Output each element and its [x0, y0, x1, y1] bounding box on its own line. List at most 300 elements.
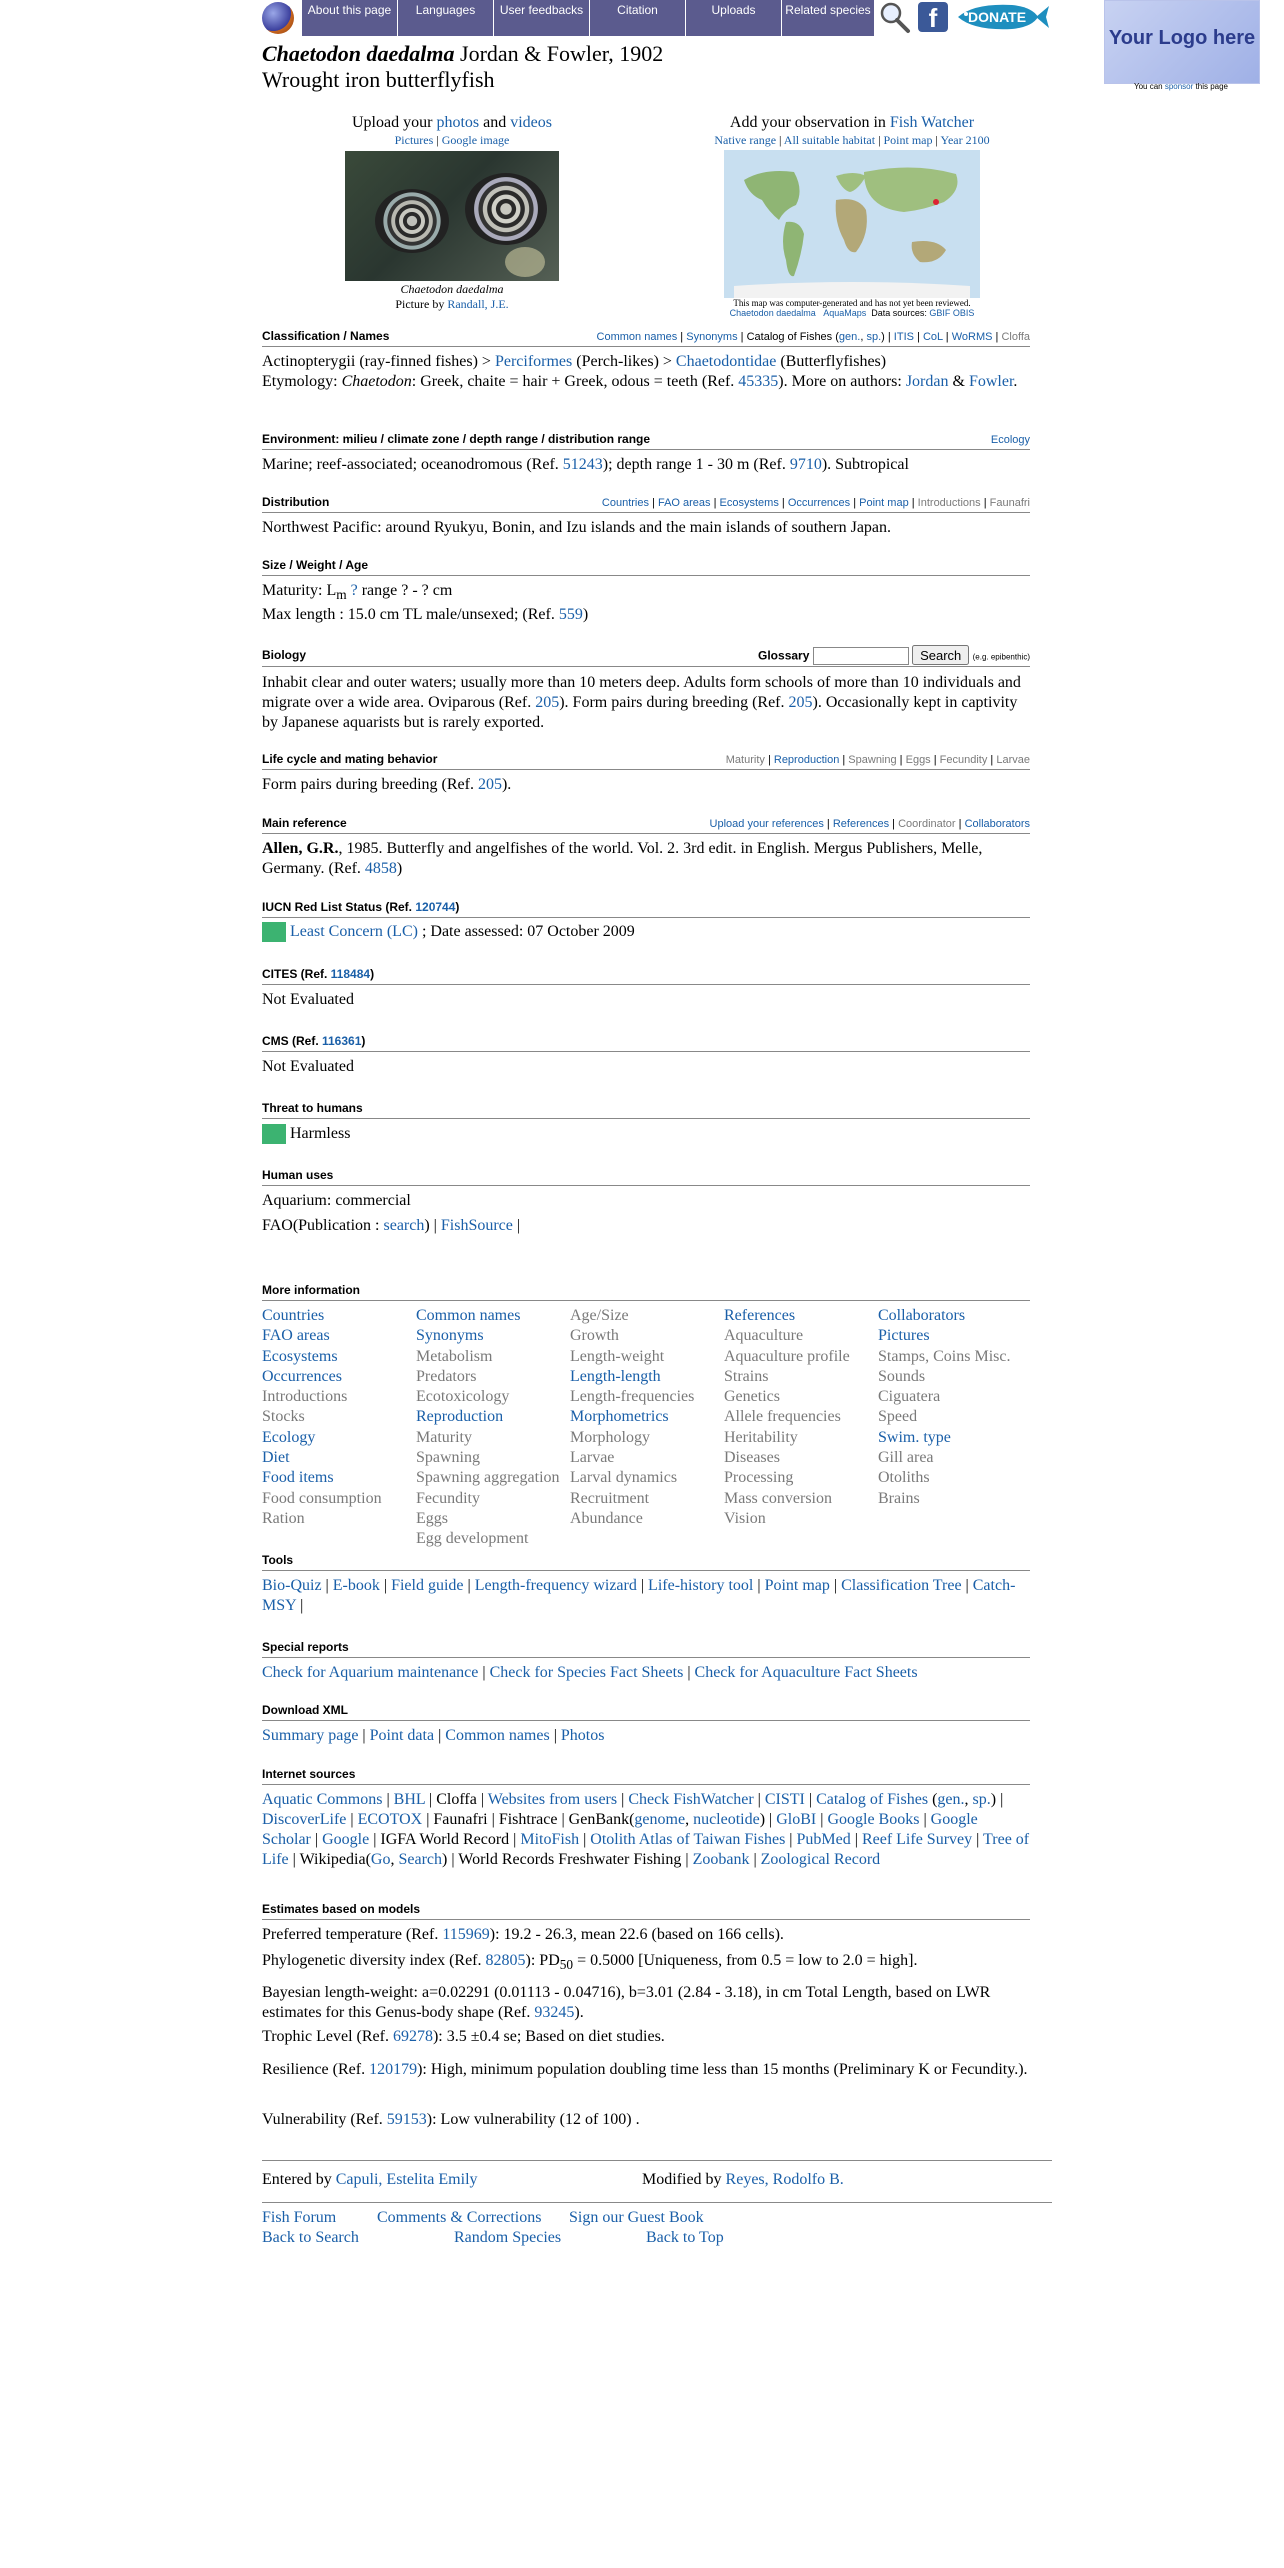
nav-languages[interactable]: Languages: [398, 0, 494, 36]
fish-shape-1: [375, 189, 449, 253]
catalog-sp-link[interactable]: sp.: [866, 331, 882, 343]
upload-photos-link[interactable]: photos: [436, 114, 480, 131]
more-info-otoliths[interactable]: Otoliths: [878, 1469, 930, 1487]
mainref-title: Main reference: [262, 816, 347, 830]
more-info-references[interactable]: References: [724, 1307, 796, 1324]
internet-sp-link[interactable]: sp.: [972, 1791, 991, 1808]
pd-ref-link[interactable]: 82805: [485, 1952, 526, 1969]
modified-by: [642, 2170, 1042, 2190]
fishsource-link[interactable]: FishSource: [440, 1217, 513, 1234]
more-info-vision[interactable]: Vision: [724, 1509, 766, 1527]
mainref-a: , 1985. Butterfly and angelfishes of the world. Vol. 2. 3rd edit. in English. Mergus Publishers, Melle, Germany. (Ref.: [262, 840, 983, 877]
nav-related-species[interactable]: Related species: [782, 0, 875, 36]
sep: |: [433, 133, 442, 147]
cites-text: Not Evaluated: [262, 991, 354, 1008]
more-info-eggs[interactable]: Eggs: [416, 1509, 448, 1527]
more-info-processing[interactable]: Processing: [724, 1469, 794, 1487]
env-c: ). Subtropical: [821, 456, 909, 473]
more-info-length-frequencies[interactable]: Length-frequencies: [570, 1388, 695, 1406]
internet-text: |: [617, 1791, 629, 1808]
res-b: ): High, minimum population doubling time less than 15 months (Preliminary K or Fecundity.).: [417, 2061, 1028, 2078]
more-info-speed[interactable]: Speed: [878, 1408, 918, 1426]
modified-by-link[interactable]: Reyes, Rodolfo B.: [725, 2171, 844, 2188]
distribution-text: Northwest Pacific: around Ryukyu, Bonin, and Izu islands and the main islands of southern Japan.: [262, 519, 892, 536]
lifecycle-ref-link[interactable]: 205: [477, 776, 502, 793]
point-map-link[interactable]: Point map: [883, 133, 933, 147]
res-ref-link[interactable]: 120179: [369, 2061, 418, 2078]
lc-b: ).: [501, 776, 512, 793]
more-info-morphology[interactable]: Morphology: [570, 1428, 650, 1446]
more-info-aquaculture-profile[interactable]: Aquaculture profile: [724, 1347, 850, 1365]
max-length-text: [262, 605, 1030, 625]
more-info-spawning-aggregation[interactable]: Spawning aggregation: [416, 1469, 560, 1487]
more-info-age-size[interactable]: Age/Size: [570, 1307, 629, 1324]
suitable-habitat-link[interactable]: All suitable habitat: [783, 133, 876, 147]
entered-pre: Entered by: [262, 2171, 336, 2188]
length-frequency-wizard-link[interactable]: Length-frequency wizard: [474, 1577, 637, 1594]
etymology-label: Etymology:: [262, 373, 342, 390]
distribution-title: Distribution: [262, 495, 330, 509]
lc-eggs-link[interactable]: Eggs: [905, 754, 931, 766]
nav-citation[interactable]: Citation: [590, 0, 686, 36]
internet-text: | Wikipedia(: [288, 1851, 371, 1868]
bio-quiz-link[interactable]: Bio-Quiz: [262, 1577, 322, 1594]
more-info-genetics[interactable]: Genetics: [724, 1388, 780, 1406]
internet-nucleotide-link[interactable]: nucleotide: [693, 1811, 760, 1828]
globe-logo-icon[interactable]: [262, 2, 294, 34]
more-info-ecology[interactable]: Ecology: [262, 1428, 316, 1446]
fish-photo[interactable]: [345, 151, 559, 281]
fish-shape-3: [505, 247, 545, 277]
nav-uploads[interactable]: Uploads: [686, 0, 782, 36]
more-info-heading: [262, 1283, 1030, 1301]
back-to-search-link[interactable]: Back to Search: [262, 2229, 359, 2246]
threat-text: [262, 1124, 1030, 1144]
field-guide-link[interactable]: Field guide: [391, 1577, 464, 1594]
cites-close: ): [370, 967, 375, 981]
upload-and: and: [479, 114, 511, 131]
internet-reef-life-survey-link[interactable]: Reef Life Survey: [861, 1831, 973, 1848]
maturity-link[interactable]: ?: [346, 582, 358, 599]
human-uses-heading: [262, 1168, 1030, 1186]
more-info-stocks[interactable]: Stocks: [262, 1408, 305, 1426]
references-link[interactable]: References: [832, 818, 890, 830]
etymology-genus: Chaetodon: [341, 373, 412, 390]
mainref-text: [262, 839, 1030, 879]
nav-user-feedbacks[interactable]: User feedbacks: [494, 0, 590, 36]
more-info-swim-type[interactable]: Swim. type: [878, 1428, 951, 1446]
fao-text: [262, 1216, 1030, 1236]
more-info-col-4: [724, 1306, 879, 1529]
internet-google-link[interactable]: Google: [322, 1831, 370, 1848]
special-reports-heading: [262, 1640, 1030, 1658]
temp-ref-link[interactable]: 115969: [442, 1926, 490, 1943]
internet-sources-heading: [262, 1767, 1030, 1785]
more-info-length-length[interactable]: Length-length: [570, 1367, 661, 1385]
sponsor-post: this page: [1193, 82, 1228, 91]
col-link[interactable]: CoL: [922, 331, 943, 343]
threat-title: Threat to humans: [262, 1101, 363, 1115]
internet-text: ) |: [990, 1791, 1004, 1808]
classification-title: Classification / Names: [262, 329, 390, 343]
etymology-text: : Greek, chaite = hair + Greek, odous = teeth (Ref.: [411, 373, 739, 390]
dist-point-map-link[interactable]: Point map: [859, 497, 909, 509]
itis-link[interactable]: ITIS: [893, 331, 914, 343]
download-xml-heading: [262, 1703, 1030, 1721]
back-to-top-link[interactable]: Back to Top: [646, 2229, 724, 2246]
more-info-fecundity[interactable]: Fecundity: [416, 1489, 480, 1507]
perciformes-link[interactable]: Perciformes: [494, 353, 573, 370]
more-info-col-2: [416, 1306, 571, 1550]
mat-b: range ? - ? cm: [357, 582, 453, 599]
max-length-ref-link[interactable]: 559: [558, 606, 583, 623]
bayesian-length-weight: [262, 1983, 1030, 2023]
collaborators-link[interactable]: Collaborators: [964, 818, 1030, 830]
footer-divider-1: [262, 2160, 1052, 2161]
more-info-stamps-coins-misc[interactable]: Stamps, Coins Misc.: [878, 1347, 1011, 1365]
classification-tree-link[interactable]: Classification Tree: [841, 1577, 962, 1594]
mat-a: Maturity: L: [262, 582, 337, 599]
catalog-gen-link[interactable]: gen.: [838, 331, 861, 343]
more-info-egg-development[interactable]: Egg development: [416, 1530, 529, 1548]
donate-label[interactable]: DONATE: [968, 9, 1027, 25]
internet-text: (: [928, 1791, 938, 1808]
cms-heading: [262, 1034, 1030, 1052]
internet-websites-from-users-link[interactable]: Websites from users: [487, 1791, 618, 1808]
lc-fecundity-link[interactable]: Fecundity: [939, 754, 988, 766]
more-info-mass-conversion[interactable]: Mass conversion: [724, 1489, 832, 1507]
more-info-occurrences[interactable]: Occurrences: [262, 1367, 342, 1385]
fao-areas-link[interactable]: FAO areas: [657, 497, 711, 509]
footer-links-row-2: [262, 2228, 1052, 2248]
introductions-link[interactable]: Introductions: [917, 497, 981, 509]
point-data-link[interactable]: Point data: [369, 1727, 435, 1744]
estimates-heading: [262, 1902, 1030, 1920]
internet-tree-of-life-link[interactable]: Tree of Life: [262, 1831, 1030, 1868]
lc-larvae-link[interactable]: Larvae: [996, 754, 1030, 766]
author-and: &: [948, 373, 969, 390]
ecosystems-link[interactable]: Ecosystems: [719, 497, 779, 509]
glossary-input[interactable]: [813, 647, 909, 665]
biology-ref1-link[interactable]: 205: [535, 694, 560, 711]
more-info-col-3: [570, 1306, 725, 1529]
comments-corrections-link[interactable]: Comments & Corrections: [377, 2209, 542, 2226]
internet-text: |: [753, 1791, 765, 1808]
more-info-collaborators[interactable]: Collaborators: [878, 1307, 966, 1324]
fao-a: FAO(Publication :: [262, 1217, 384, 1234]
internet-text: |: [785, 1831, 797, 1848]
internet-catalog-of-fishes-link[interactable]: Catalog of Fishes: [816, 1791, 929, 1808]
tools-title: Tools: [262, 1553, 294, 1567]
native-range-link[interactable]: Native range: [714, 133, 777, 147]
upload-videos-link[interactable]: videos: [510, 114, 552, 131]
tools-point-map-link[interactable]: Point map: [764, 1577, 830, 1594]
authors-label: ). More on authors:: [778, 373, 906, 390]
more-info-introductions[interactable]: Introductions: [262, 1388, 348, 1406]
catch-msy-link[interactable]: Catch-MSY: [262, 1577, 1016, 1614]
more-info-recruitment[interactable]: Recruitment: [570, 1489, 650, 1507]
tools-links: Bio-Quiz | E-book | Field guide | Length-frequency wizard | Life-history tool | Point map | Classification Tree | Catch-MSY |: [262, 1577, 1016, 1614]
etymology-ref-link[interactable]: 45335: [738, 373, 779, 390]
cloffa-link[interactable]: Cloffa: [1001, 331, 1030, 343]
trophic-level: [262, 2027, 1030, 2047]
internet-text: |: [346, 1811, 358, 1828]
more-info-morphometrics[interactable]: Morphometrics: [570, 1408, 669, 1426]
more-info-ration[interactable]: Ration: [262, 1509, 305, 1527]
more-info-aquaculture[interactable]: Aquaculture: [724, 1327, 804, 1345]
catalog-close: ): [881, 331, 885, 343]
env-ref1-link[interactable]: 51243: [562, 456, 603, 473]
more-info-allele-frequencies[interactable]: Allele frequencies: [724, 1408, 841, 1426]
iucn-date: ; Date assessed: 07 October 2009: [417, 923, 635, 940]
more-info-reproduction[interactable]: Reproduction: [416, 1408, 504, 1426]
ecology-link[interactable]: Ecology: [990, 434, 1030, 446]
glossary-search-button[interactable]: Search: [912, 645, 969, 665]
more-info-ecosystems[interactable]: Ecosystems: [262, 1347, 338, 1365]
internet-mitofish-link[interactable]: MitoFish: [520, 1831, 580, 1848]
mainref-b: ): [396, 860, 403, 877]
occurrences-link[interactable]: Occurrences: [787, 497, 851, 509]
common-names-link[interactable]: Common names: [596, 331, 678, 343]
internet-text: |: [972, 1831, 984, 1848]
vul-ref-link[interactable]: 59153: [386, 2111, 427, 2128]
mainref-author: Allen, G.R.: [262, 840, 339, 857]
photos-link[interactable]: Photos: [560, 1727, 605, 1744]
internet-sources-title: Internet sources: [262, 1767, 356, 1781]
more-info-sounds[interactable]: Sounds: [878, 1367, 926, 1385]
internet-go-link[interactable]: Go: [370, 1851, 391, 1868]
internet-aquatic-commons-link[interactable]: Aquatic Commons: [262, 1791, 383, 1808]
more-info-title: More information: [262, 1283, 360, 1297]
bio-b: ). Form pairs during breeding (Ref.: [559, 694, 789, 711]
internet-text: |: [816, 1811, 828, 1828]
cms-ref-link[interactable]: 116361: [322, 1034, 362, 1048]
guest-book-link[interactable]: Sign our Guest Book: [569, 2209, 704, 2226]
random-species-link[interactable]: Random Species: [454, 2229, 562, 2246]
internet-bhl-link[interactable]: BHL: [393, 1791, 426, 1808]
internet-gen-link[interactable]: gen.: [937, 1791, 965, 1808]
donate-fish-button[interactable]: [954, 2, 1050, 32]
internet-text: | Faunafri | Fishtrace | GenBank(: [422, 1811, 635, 1828]
species-fact-sheets-link[interactable]: Check for Species Fact Sheets: [489, 1664, 684, 1681]
internet-text: ) | World Records Freshwater Fishing |: [442, 1851, 693, 1868]
more-info-predators[interactable]: Predators: [416, 1367, 477, 1385]
more-info-brains[interactable]: Brains: [878, 1489, 920, 1507]
internet-text: | IGFA World Record |: [369, 1831, 521, 1848]
more-info-synonyms[interactable]: Synonyms: [416, 1327, 484, 1345]
threat-value: Harmless: [290, 1125, 351, 1142]
internet-text: |: [579, 1831, 591, 1848]
distribution-heading: Distribution Countries | FAO areas | Ecosystems | Occurrences | Point map | Introductions | Faunafri: [262, 495, 1030, 513]
internet-text: ,: [390, 1851, 399, 1868]
temp-b: ): 19.2 - 26.3, mean 22.6 (based on 166 cells).: [489, 1926, 784, 1943]
class-text-e: (Butterflyfishes): [776, 353, 887, 370]
upload-references-link[interactable]: Upload your references: [709, 818, 824, 830]
iucn-heading: [262, 900, 1030, 918]
modified-pre: Modified by: [642, 2171, 726, 2188]
countries-link[interactable]: Countries: [601, 497, 649, 509]
cms-title: CMS (Ref.: [262, 1034, 322, 1048]
lc-a: Form pairs during breeding (Ref.: [262, 776, 478, 793]
photo-credit-link[interactable]: Randall, J.E.: [447, 297, 509, 311]
environment-heading: [262, 432, 1030, 450]
sponsor-note: [1104, 82, 1258, 91]
threat-heading: [262, 1101, 1030, 1119]
more-info-ecotoxicology[interactable]: Ecotoxicology: [416, 1388, 510, 1406]
more-info-common-names[interactable]: Common names: [416, 1307, 521, 1324]
lc-reproduction-link[interactable]: Reproduction: [773, 754, 840, 766]
more-info-food-consumption[interactable]: Food consumption: [262, 1489, 382, 1507]
more-info-abundance[interactable]: Abundance: [570, 1509, 643, 1527]
iucn-ref-link[interactable]: 120744: [415, 900, 456, 914]
internet-google-scholar-link[interactable]: Google Scholar: [262, 1811, 978, 1848]
lc-maturity-link[interactable]: Maturity: [725, 754, 765, 766]
worms-link[interactable]: WoRMS: [951, 331, 993, 343]
special-reports-title: Special reports: [262, 1640, 349, 1654]
footer-links-row-1: [262, 2208, 1052, 2228]
internet-discoverlife-link[interactable]: DiscoverLife: [262, 1811, 347, 1828]
biology-text: [262, 673, 1030, 733]
pictures-link[interactable]: Pictures: [394, 133, 434, 147]
biology-ref2-link[interactable]: 205: [788, 694, 813, 711]
cms-close: ): [361, 1034, 366, 1048]
internet-text: ,: [964, 1791, 973, 1808]
author-fowler-link[interactable]: Fowler: [968, 373, 1014, 390]
nav-about[interactable]: About this page: [302, 0, 398, 36]
internet-text: |: [382, 1791, 394, 1808]
top-nav: [262, 0, 1052, 36]
synonyms-link[interactable]: Synonyms: [686, 331, 738, 343]
resilience: [262, 2060, 1030, 2080]
more-info-metabolism[interactable]: Metabolism: [416, 1347, 493, 1365]
map-note: This map was computer-generated and has not yet been reviewed.: [733, 298, 971, 308]
internet-text: | Cloffa |: [425, 1791, 488, 1808]
more-info-countries[interactable]: Countries: [262, 1307, 325, 1324]
aquamaps-link[interactable]: AquaMaps: [823, 308, 867, 318]
cites-heading: [262, 967, 1030, 985]
more-info-strains[interactable]: Strains: [724, 1367, 769, 1385]
facebook-icon[interactable]: f: [918, 2, 948, 32]
author-jordan-link[interactable]: Jordan: [905, 373, 949, 390]
more-info-col-1: [262, 1306, 417, 1529]
internet-genome-link[interactable]: genome: [634, 1811, 686, 1828]
more-info-length-weight[interactable]: Length-weight: [570, 1347, 665, 1365]
size-heading: [262, 558, 1030, 576]
pd-sub: 50: [559, 1957, 574, 1973]
fao-b: ) |: [424, 1217, 441, 1234]
lifecycle-title: Life cycle and mating behavior: [262, 752, 438, 766]
more-info-pictures[interactable]: Pictures: [878, 1327, 930, 1345]
fish-watcher-link[interactable]: Fish Watcher: [889, 114, 975, 131]
internet-zoobank-link[interactable]: Zoobank: [692, 1851, 750, 1868]
more-info-larval-dynamics[interactable]: Larval dynamics: [570, 1469, 678, 1487]
internet-text: ) |: [759, 1811, 777, 1828]
gbif-obis-link[interactable]: GBIF OBIS: [929, 308, 975, 318]
sponsor-link[interactable]: sponsor: [1164, 82, 1194, 91]
sponsor-logo-box[interactable]: [1104, 0, 1260, 84]
year-2100-link[interactable]: Year 2100: [940, 133, 990, 147]
lifecycle-text: [262, 775, 1030, 795]
vul-a: Vulnerability (Ref.: [262, 2111, 387, 2128]
ebook-link[interactable]: E-book: [332, 1577, 380, 1594]
internet-globi-link[interactable]: GloBI: [776, 1811, 817, 1828]
more-info-food-items[interactable]: Food items: [262, 1469, 334, 1487]
fao-search-link[interactable]: search: [383, 1217, 425, 1234]
phylogenetic-diversity: [262, 1951, 1030, 1975]
internet-search-link[interactable]: Search: [398, 1851, 442, 1868]
bay-ref-link[interactable]: 93245: [534, 2004, 575, 2021]
species-name: Chaetodon daedalma: [262, 41, 455, 66]
google-image-link[interactable]: Google image: [441, 133, 510, 147]
more-info-diseases[interactable]: Diseases: [724, 1449, 780, 1467]
glossary-example: (e.g. epibenthic): [972, 652, 1030, 662]
internet-sources-text: [262, 1790, 1030, 1870]
species-author: Jordan & Fowler, 1902: [454, 41, 664, 66]
more-info-diet[interactable]: Diet: [262, 1449, 290, 1467]
map-species-link[interactable]: Chaetodon daedalma: [729, 308, 816, 318]
chaetodontidae-link[interactable]: Chaetodontidae: [675, 353, 777, 370]
more-info-spawning[interactable]: Spawning: [416, 1449, 480, 1467]
env-ref2-link[interactable]: 9710: [789, 456, 822, 473]
catalog-label: Catalog of Fishes (: [746, 331, 839, 343]
more-info-heritability[interactable]: Heritability: [724, 1428, 798, 1446]
internet-pubmed-link[interactable]: PubMed: [796, 1831, 851, 1848]
iucn-status-link[interactable]: Least Concern (LC): [290, 923, 418, 940]
observation-panel: Add your observation in Fish Watcher Native range | All suitable habitat | Point map | Year 2100 This map was computer-generated and has not yet been reviewed. Chaetodon daedalma AquaMaps Data sources: GBIF OBIS: [682, 113, 1022, 318]
summary-page-link[interactable]: Summary page: [262, 1727, 359, 1744]
internet-zoological-record-link[interactable]: Zoological Record: [760, 1851, 881, 1868]
vul-b: ): Low vulnerability (12 of 100) .: [426, 2111, 640, 2128]
page-title: [262, 41, 663, 93]
bio-a: Inhabit clear and outer waters; usually more than 10 meters deep. Adults form schools of more than 10 individuals and migrate over a wide area. Oviparous (Ref.: [262, 674, 1021, 711]
bay-a: Bayesian length-weight: a=0.02291 (0.01113 - 0.04716), b=3.01 (2.84 - 3.18), in cm Total Length, based on LWR estimates for this Genus-body shape (Ref.: [262, 1984, 991, 2021]
internet-cisti-link[interactable]: CISTI: [764, 1791, 805, 1808]
range-map[interactable]: [724, 150, 980, 298]
environment-text: [262, 455, 1030, 475]
bio-c: ). Occasionally kept in captivity by Japanese aquarists but is rarely exported.: [262, 694, 1018, 731]
temp-a: Preferred temperature (Ref.: [262, 1926, 443, 1943]
tl-ref-link[interactable]: 69278: [392, 2028, 433, 2045]
mainref-ref-link[interactable]: 4858: [364, 860, 397, 877]
internet-google-books-link[interactable]: Google Books: [827, 1811, 920, 1828]
aquarium-maintenance-link[interactable]: Check for Aquarium maintenance: [262, 1664, 479, 1681]
coordinator-link[interactable]: Coordinator: [898, 818, 956, 830]
search-icon[interactable]: [877, 0, 911, 34]
life-history-tool-link[interactable]: Life-history tool: [648, 1577, 754, 1594]
internet-ecotox-link[interactable]: ECOTOX: [357, 1811, 423, 1828]
internet-text: |: [310, 1831, 323, 1848]
entered-by-link[interactable]: Capuli, Estelita Emily: [335, 2171, 478, 2188]
footer-divider-2: [262, 2202, 1052, 2203]
more-info-growth[interactable]: Growth: [570, 1327, 619, 1345]
more-info-gill-area[interactable]: Gill area: [878, 1449, 934, 1467]
aquarium-text: Aquarium: commercial: [262, 1192, 411, 1209]
cites-ref-link[interactable]: 118484: [330, 967, 371, 981]
xml-common-names-link[interactable]: Common names: [445, 1727, 550, 1744]
more-info-ciguatera[interactable]: Ciguatera: [878, 1388, 941, 1406]
more-info-larvae[interactable]: Larvae: [570, 1449, 615, 1467]
faunafri-link[interactable]: Faunafri: [989, 497, 1030, 509]
env-b: ); depth range 1 - 30 m (Ref.: [602, 456, 790, 473]
internet-check-fishwatcher-link[interactable]: Check FishWatcher: [628, 1791, 754, 1808]
more-info-fao-areas[interactable]: FAO areas: [262, 1327, 330, 1345]
lc-spawning-link[interactable]: Spawning: [848, 754, 897, 766]
max-a: Max length : 15.0 cm TL male/unsexed; (Ref.: [262, 606, 559, 623]
aquaculture-fact-sheets-link[interactable]: Check for Aquaculture Fact Sheets: [694, 1664, 918, 1681]
internet-otolith-atlas-of-taiwan-fishes-link[interactable]: Otolith Atlas of Taiwan Fishes: [590, 1831, 786, 1848]
fish-forum-link[interactable]: Fish Forum: [262, 2209, 337, 2226]
more-info-maturity[interactable]: Maturity: [416, 1428, 472, 1446]
